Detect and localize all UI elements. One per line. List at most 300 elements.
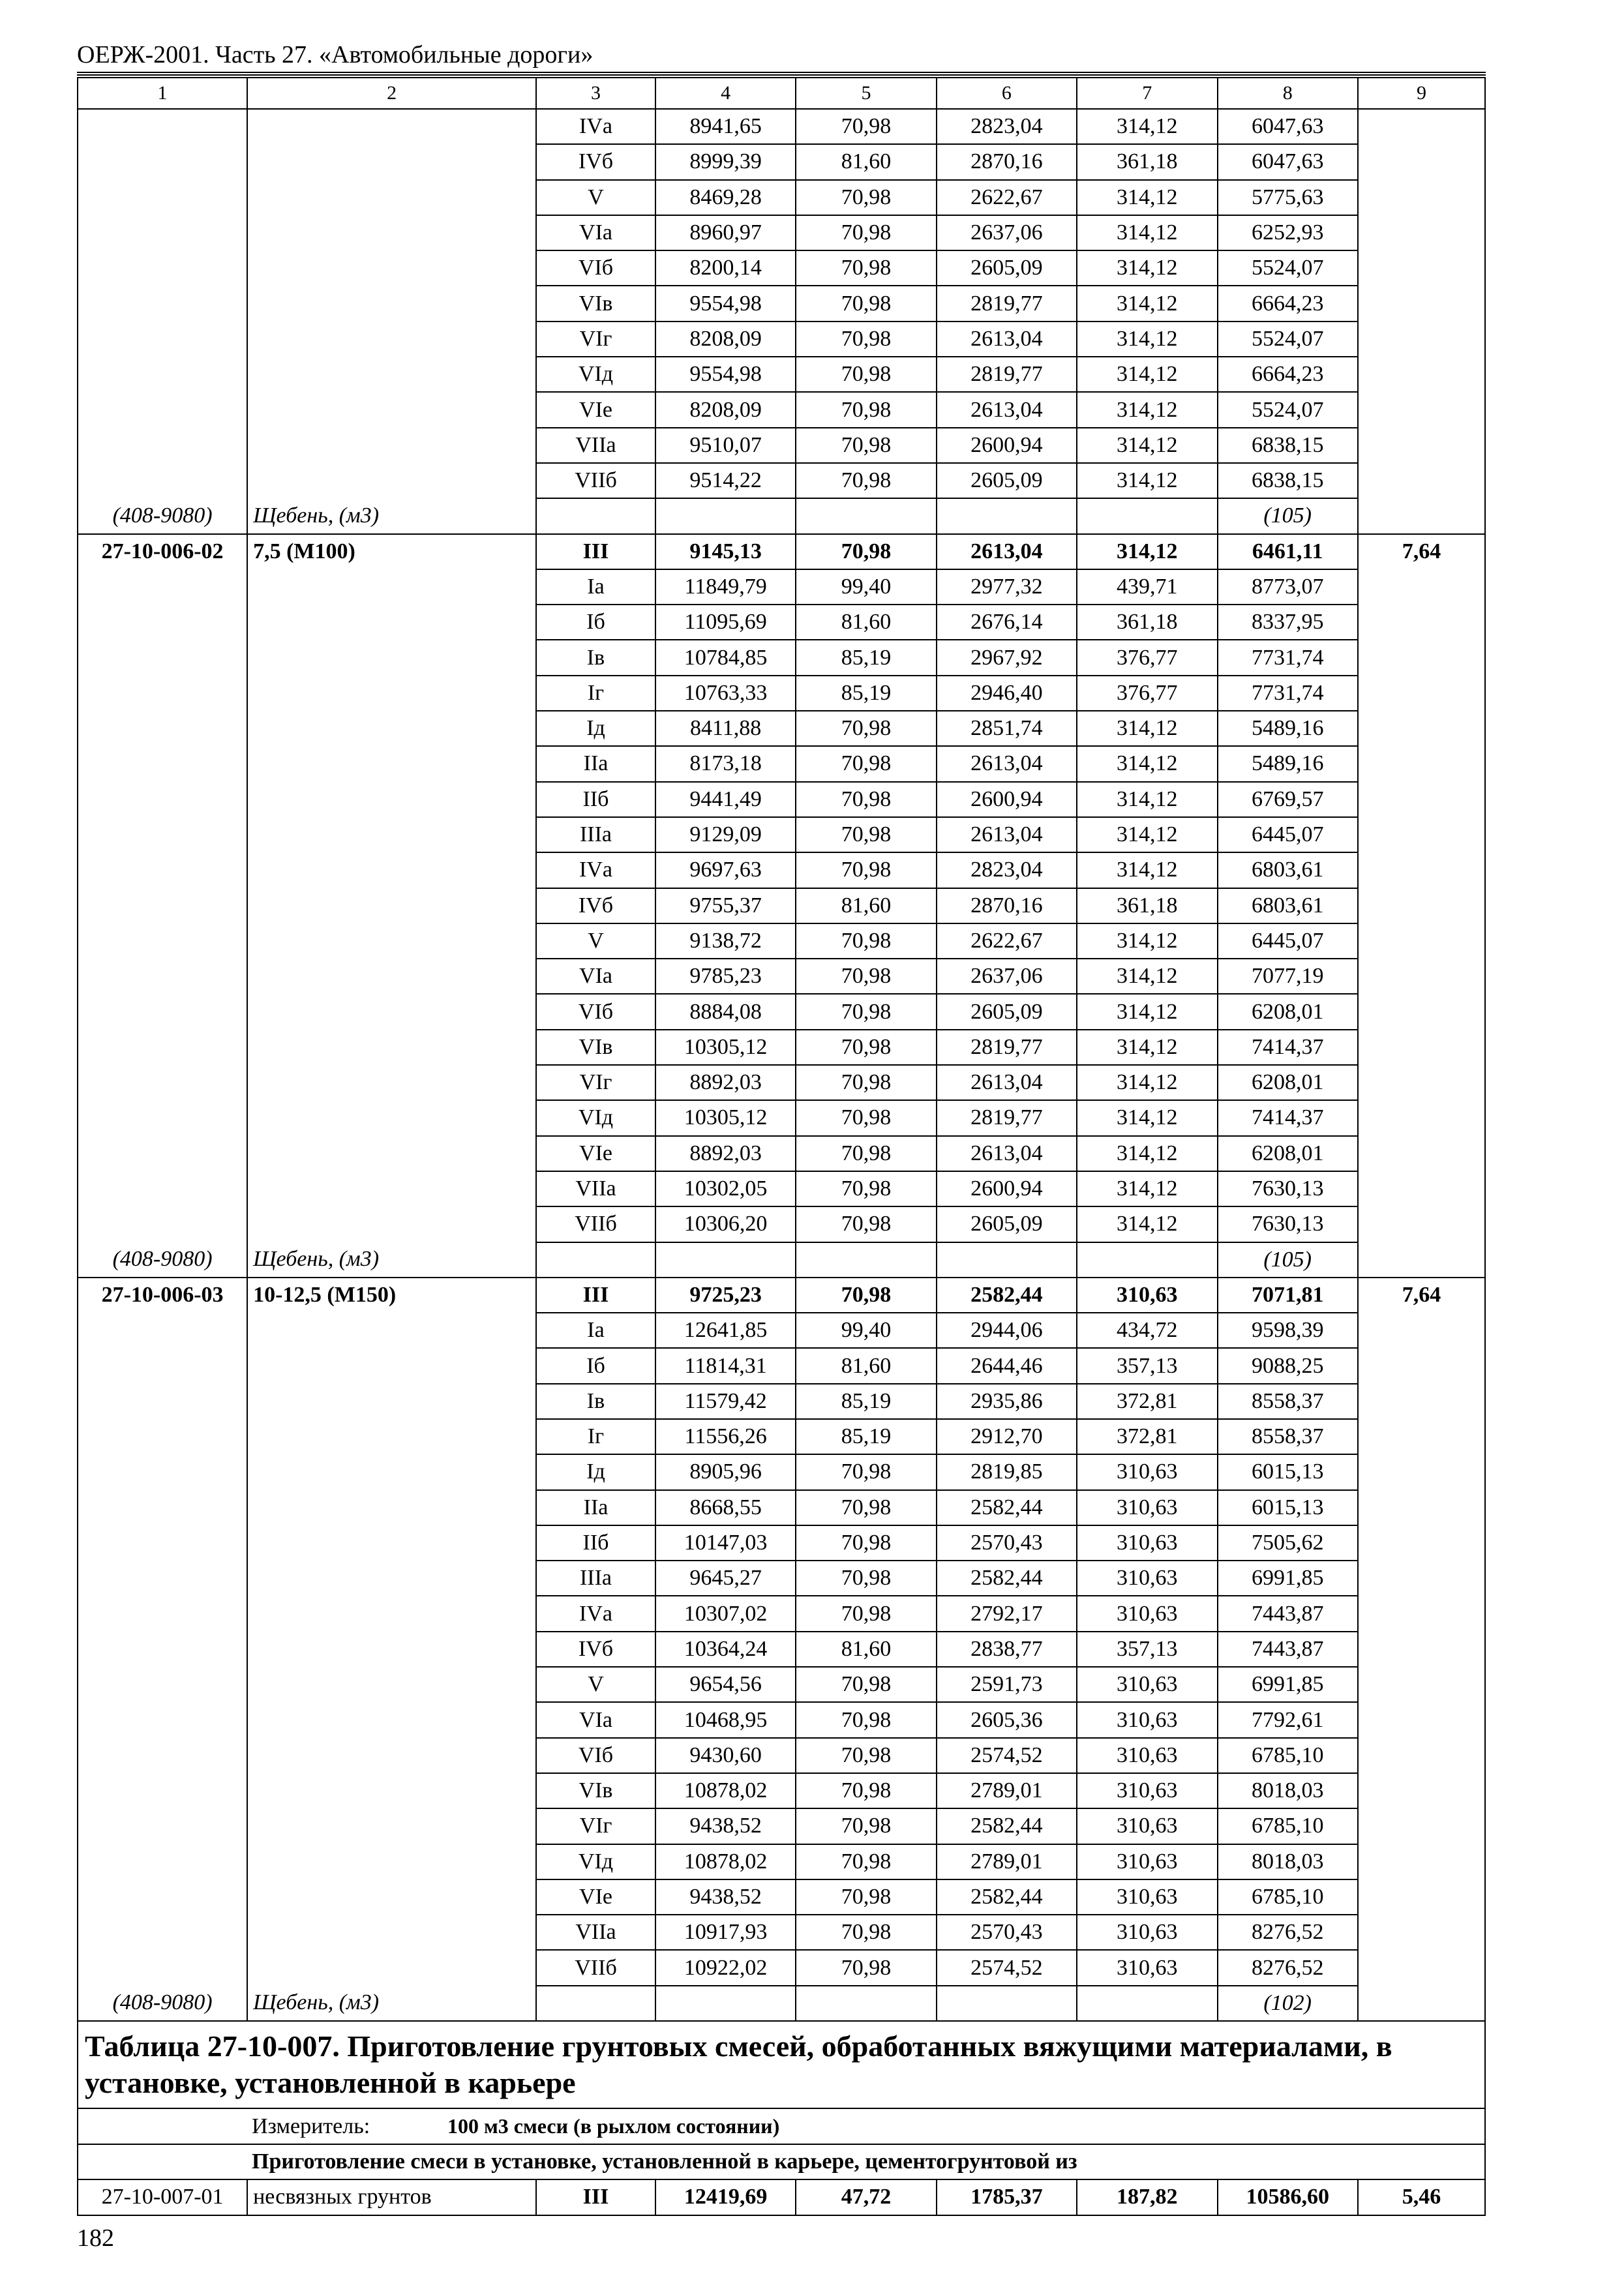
value-cell: 310,63 — [1077, 1278, 1217, 1313]
value-cell: 8668,55 — [655, 1490, 796, 1525]
rate-row — [78, 215, 1485, 250]
zone-cell: VIIб — [536, 1950, 655, 1985]
rate-code-empty — [78, 1596, 247, 1631]
rate-code-empty — [78, 463, 247, 498]
rate-code-empty — [78, 888, 247, 923]
rate-code-empty — [78, 1702, 247, 1737]
coefficient-empty — [1358, 1065, 1485, 1100]
rate-code-empty — [78, 711, 247, 746]
zone-cell: VIе — [536, 1879, 655, 1915]
value-cell: 357,13 — [1077, 1632, 1217, 1667]
coefficient-empty — [1358, 215, 1485, 250]
value-cell: 1785,37 — [937, 2179, 1077, 2215]
zone-cell: VIе — [536, 1136, 655, 1171]
zone-cell: Iг — [536, 676, 655, 711]
rate-row — [78, 1065, 1485, 1100]
value-cell: 70,98 — [796, 1702, 936, 1737]
column-number: 7 — [1077, 78, 1217, 109]
rate-row — [78, 959, 1485, 994]
value-cell: 2637,06 — [937, 215, 1077, 250]
value-cell: 5524,07 — [1218, 322, 1358, 357]
value-cell: 70,98 — [796, 1278, 936, 1313]
coefficient-empty — [1358, 1561, 1485, 1596]
zone-cell: Iд — [536, 711, 655, 746]
value-cell: 310,63 — [1077, 1773, 1217, 1808]
coefficient-empty — [1358, 286, 1485, 321]
rate-name-empty — [247, 746, 536, 781]
zone-cell: Iв — [536, 1384, 655, 1419]
value-cell: 6047,63 — [1218, 144, 1358, 179]
rate-code-empty — [78, 640, 247, 675]
value-cell: 314,12 — [1077, 215, 1217, 250]
rate-code-empty — [78, 1561, 247, 1596]
value-empty — [796, 498, 936, 533]
rate-code: 27-10-006-03 — [78, 1278, 247, 1313]
zone-cell: VIIб — [536, 1206, 655, 1242]
value-cell: 357,13 — [1077, 1348, 1217, 1383]
rate-row — [78, 711, 1485, 746]
value-cell: 10307,02 — [655, 1596, 796, 1631]
value-cell: 10468,95 — [655, 1702, 796, 1737]
value-cell: 8337,95 — [1218, 605, 1358, 640]
value-cell: 8411,88 — [655, 711, 796, 746]
page-header — [77, 38, 1486, 76]
coefficient-empty — [1358, 1206, 1485, 1242]
value-cell: 8469,28 — [655, 180, 796, 215]
value-cell: 2819,77 — [937, 357, 1077, 392]
coefficient-empty — [1358, 746, 1485, 781]
rate-name: несвязных грунтов — [247, 2179, 536, 2215]
resource-qty: (102) — [1218, 1986, 1358, 2021]
value-cell: 8999,39 — [655, 144, 796, 179]
value-cell: 314,12 — [1077, 534, 1217, 569]
zone-cell: VIIа — [536, 1915, 655, 1950]
meter-value: 100 м3 смеси (в рыхлом состоянии) — [447, 2114, 780, 2138]
zone-cell: VIа — [536, 959, 655, 994]
zone-cell: IIб — [536, 1525, 655, 1561]
rate-row — [78, 1206, 1485, 1242]
value-cell: 5489,16 — [1218, 746, 1358, 781]
rate-row — [78, 782, 1485, 817]
rate-name-empty — [247, 1561, 536, 1596]
rate-code-empty — [78, 1136, 247, 1171]
coefficient-empty — [1358, 1950, 1485, 1985]
coefficient-empty — [1358, 1773, 1485, 1808]
value-cell: 2582,44 — [937, 1879, 1077, 1915]
column-number: 4 — [655, 78, 796, 109]
rate-name-empty — [247, 1454, 536, 1489]
rate-name-empty — [247, 1702, 536, 1737]
rate-name-empty — [247, 1773, 536, 1808]
zone-cell: Iб — [536, 605, 655, 640]
value-cell: 439,71 — [1077, 569, 1217, 605]
value-cell: 8276,52 — [1218, 1950, 1358, 1985]
rate-name-empty — [247, 782, 536, 817]
rate-code-empty — [78, 1206, 247, 1242]
value-cell: 10305,12 — [655, 1030, 796, 1065]
value-cell: 314,12 — [1077, 1206, 1217, 1242]
value-cell: 70,98 — [796, 1667, 936, 1702]
value-cell: 70,98 — [796, 463, 936, 498]
rate-code-empty — [78, 1950, 247, 1985]
coefficient-empty — [1358, 1844, 1485, 1879]
rate-code-empty — [78, 1525, 247, 1561]
value-cell: 10586,60 — [1218, 2179, 1358, 2215]
resource-qty: (105) — [1218, 1242, 1358, 1278]
value-empty — [655, 498, 796, 533]
value-cell: 11814,31 — [655, 1348, 796, 1383]
value-cell: 70,98 — [796, 357, 936, 392]
coefficient-empty — [1358, 640, 1485, 675]
rate-row — [78, 109, 1485, 144]
rate-name-empty — [247, 676, 536, 711]
value-cell: 10147,03 — [655, 1525, 796, 1561]
rate-name-empty — [247, 1667, 536, 1702]
meter-cell — [78, 2108, 1485, 2144]
value-cell: 85,19 — [796, 676, 936, 711]
value-cell: 2823,04 — [937, 109, 1077, 144]
rate-code-empty — [78, 817, 247, 852]
rate-row — [78, 286, 1485, 321]
value-cell: 2605,09 — [937, 463, 1077, 498]
value-cell: 2574,52 — [937, 1738, 1077, 1773]
value-cell: 9554,98 — [655, 357, 796, 392]
rate-name-empty — [247, 923, 536, 959]
page-number: 182 — [77, 2224, 114, 2252]
zone-cell: VIб — [536, 994, 655, 1029]
value-cell: 6047,63 — [1218, 109, 1358, 144]
value-cell: 2582,44 — [937, 1561, 1077, 1596]
value-cell: 70,98 — [796, 1561, 936, 1596]
rate-row — [78, 1454, 1485, 1489]
value-cell: 2792,17 — [937, 1596, 1077, 1631]
value-empty — [1077, 1242, 1217, 1278]
rate-row — [78, 888, 1485, 923]
table-title-row — [78, 2021, 1485, 2108]
column-number: 9 — [1358, 78, 1485, 109]
value-empty — [937, 1242, 1077, 1278]
value-cell: 6664,23 — [1218, 286, 1358, 321]
value-cell: 2819,77 — [937, 1030, 1077, 1065]
value-cell: 314,12 — [1077, 180, 1217, 215]
coefficient-empty — [1358, 1030, 1485, 1065]
value-cell: 2613,04 — [937, 817, 1077, 852]
value-cell: 9138,72 — [655, 923, 796, 959]
coefficient-empty — [1358, 1596, 1485, 1631]
value-cell: 10922,02 — [655, 1950, 796, 1985]
value-cell: 2819,77 — [937, 286, 1077, 321]
column-number-row — [78, 78, 1485, 109]
rate-name-empty — [247, 1313, 536, 1348]
zone-cell: VIд — [536, 1844, 655, 1879]
value-cell: 2838,77 — [937, 1632, 1077, 1667]
rate-code-empty — [78, 392, 247, 427]
value-cell: 70,98 — [796, 1773, 936, 1808]
value-cell: 6208,01 — [1218, 1065, 1358, 1100]
value-cell: 70,98 — [796, 746, 936, 781]
coefficient-empty — [1358, 498, 1485, 533]
value-cell: 47,72 — [796, 2179, 936, 2215]
value-cell: 70,98 — [796, 1950, 936, 1985]
rate-code-empty — [78, 746, 247, 781]
rate-row — [78, 569, 1485, 605]
coefficient-empty — [1358, 1348, 1485, 1383]
value-cell: 314,12 — [1077, 782, 1217, 817]
value-cell: 70,98 — [796, 1454, 936, 1489]
value-empty — [536, 1986, 655, 2021]
value-cell: 70,98 — [796, 286, 936, 321]
value-cell: 70,98 — [796, 109, 936, 144]
zone-cell: VIб — [536, 250, 655, 286]
rate-name-empty — [247, 215, 536, 250]
value-cell: 8941,65 — [655, 109, 796, 144]
zone-cell: VIб — [536, 1738, 655, 1773]
value-cell: 6838,15 — [1218, 463, 1358, 498]
value-cell: 9129,09 — [655, 817, 796, 852]
subheading-row — [78, 2144, 1485, 2179]
value-cell: 187,82 — [1077, 2179, 1217, 2215]
value-cell: 9785,23 — [655, 959, 796, 994]
value-cell: 2644,46 — [937, 1348, 1077, 1383]
rate-name-empty — [247, 357, 536, 392]
value-cell: 2605,09 — [937, 994, 1077, 1029]
value-cell: 6015,13 — [1218, 1490, 1358, 1525]
value-cell: 8884,08 — [655, 994, 796, 1029]
rate-row — [78, 1702, 1485, 1737]
value-cell: 310,63 — [1077, 1808, 1217, 1844]
value-cell: 7505,62 — [1218, 1525, 1358, 1561]
value-cell: 2582,44 — [937, 1278, 1077, 1313]
zone-cell: VIа — [536, 1702, 655, 1737]
value-cell: 7630,13 — [1218, 1206, 1358, 1242]
value-cell: 9654,56 — [655, 1667, 796, 1702]
rate-row-main — [78, 2179, 1485, 2215]
value-cell: 314,12 — [1077, 392, 1217, 427]
value-cell: 361,18 — [1077, 144, 1217, 179]
value-empty — [536, 1242, 655, 1278]
value-cell: 70,98 — [796, 1596, 936, 1631]
rate-name-empty — [247, 1171, 536, 1206]
zone-cell: Iб — [536, 1348, 655, 1383]
zone-cell: IVб — [536, 888, 655, 923]
rate-row — [78, 923, 1485, 959]
rate-name-empty — [247, 1808, 536, 1844]
value-cell: 99,40 — [796, 1313, 936, 1348]
rate-code-empty — [78, 1171, 247, 1206]
zone-cell: V — [536, 1667, 655, 1702]
rate-row — [78, 1915, 1485, 1950]
column-number: 8 — [1218, 78, 1358, 109]
value-cell: 10763,33 — [655, 676, 796, 711]
zone-cell: VIIа — [536, 1171, 655, 1206]
coefficient-empty — [1358, 1738, 1485, 1773]
value-cell: 70,98 — [796, 1065, 936, 1100]
value-cell: 2912,70 — [937, 1419, 1077, 1454]
value-cell: 81,60 — [796, 605, 936, 640]
zone-cell: IVб — [536, 144, 655, 179]
rate-code-empty — [78, 923, 247, 959]
coefficient-empty — [1358, 357, 1485, 392]
value-cell: 6838,15 — [1218, 428, 1358, 463]
value-cell: 2851,74 — [937, 711, 1077, 746]
value-cell: 70,98 — [796, 782, 936, 817]
zone-cell: VIв — [536, 1030, 655, 1065]
coefficient-empty — [1358, 1667, 1485, 1702]
zone-cell: Iа — [536, 569, 655, 605]
value-cell: 310,63 — [1077, 1561, 1217, 1596]
value-cell: 8892,03 — [655, 1065, 796, 1100]
rate-name-empty — [247, 640, 536, 675]
value-cell: 7414,37 — [1218, 1100, 1358, 1135]
value-cell: 81,60 — [796, 1632, 936, 1667]
value-empty — [1077, 1986, 1217, 2021]
rate-row — [78, 852, 1485, 888]
rate-row — [78, 322, 1485, 357]
rate-code-empty — [78, 1490, 247, 1525]
value-cell: 7731,74 — [1218, 676, 1358, 711]
rate-row — [78, 1667, 1485, 1702]
value-cell: 310,63 — [1077, 1950, 1217, 1985]
zone-cell: IVа — [536, 852, 655, 888]
value-cell: 70,98 — [796, 711, 936, 746]
rate-row — [78, 1950, 1485, 1985]
coefficient-empty — [1358, 1879, 1485, 1915]
rate-name-empty — [247, 392, 536, 427]
coefficient-cell: 5,46 — [1358, 2179, 1485, 2215]
coefficient-empty — [1358, 1986, 1485, 2021]
resource-name: Щебень, (м3) — [247, 1242, 536, 1278]
rate-name-empty — [247, 1136, 536, 1171]
value-cell: 70,98 — [796, 322, 936, 357]
rate-name-empty — [247, 1100, 536, 1135]
value-cell: 70,98 — [796, 923, 936, 959]
zone-cell: Iг — [536, 1419, 655, 1454]
column-number: 6 — [937, 78, 1077, 109]
value-cell: 10917,93 — [655, 1915, 796, 1950]
value-cell: 9438,52 — [655, 1879, 796, 1915]
value-cell: 310,63 — [1077, 1915, 1217, 1950]
coefficient-empty — [1358, 994, 1485, 1029]
rate-row — [78, 1844, 1485, 1879]
coefficient-empty — [1358, 1384, 1485, 1419]
rate-code-empty — [78, 1384, 247, 1419]
value-cell: 314,12 — [1077, 852, 1217, 888]
value-cell: 2582,44 — [937, 1808, 1077, 1844]
resource-row — [78, 498, 1485, 533]
rate-name-empty — [247, 605, 536, 640]
rate-name-empty — [247, 817, 536, 852]
zone-cell: VIв — [536, 1773, 655, 1808]
value-cell: 10302,05 — [655, 1171, 796, 1206]
value-cell: 8905,96 — [655, 1454, 796, 1489]
rate-code-empty — [78, 250, 247, 286]
rate-code-empty — [78, 1065, 247, 1100]
zone-cell: III — [536, 1278, 655, 1313]
value-cell: 314,12 — [1077, 994, 1217, 1029]
rate-name-empty — [247, 463, 536, 498]
value-cell: 314,12 — [1077, 711, 1217, 746]
value-cell: 6208,01 — [1218, 1136, 1358, 1171]
value-cell: 2613,04 — [937, 392, 1077, 427]
value-cell: 2935,86 — [937, 1384, 1077, 1419]
rate-name-empty — [247, 250, 536, 286]
value-cell: 7414,37 — [1218, 1030, 1358, 1065]
value-cell: 2946,40 — [937, 676, 1077, 711]
value-cell: 70,98 — [796, 1206, 936, 1242]
rate-name-empty — [247, 569, 536, 605]
rate-name-empty — [247, 428, 536, 463]
value-cell: 6769,57 — [1218, 782, 1358, 817]
value-cell: 10364,24 — [655, 1632, 796, 1667]
rate-name-empty — [247, 1065, 536, 1100]
rate-name-empty — [247, 1950, 536, 1985]
rate-row — [78, 1561, 1485, 1596]
rate-row — [78, 1348, 1485, 1383]
rates-table-body — [78, 78, 1485, 2215]
coefficient-empty — [1358, 144, 1485, 179]
value-cell: 7630,13 — [1218, 1171, 1358, 1206]
resource-code: (408-9080) — [78, 498, 247, 533]
rate-code-empty — [78, 1632, 247, 1667]
zone-cell: VIа — [536, 215, 655, 250]
rate-code-empty — [78, 782, 247, 817]
value-cell: 7443,87 — [1218, 1596, 1358, 1631]
value-cell: 314,12 — [1077, 109, 1217, 144]
rate-name-empty — [247, 1490, 536, 1525]
rate-row — [78, 1490, 1485, 1525]
rate-row — [78, 1632, 1485, 1667]
rate-code-empty — [78, 1667, 247, 1702]
rate-name-empty — [247, 994, 536, 1029]
value-empty — [1077, 498, 1217, 533]
value-cell: 70,98 — [796, 1030, 936, 1065]
coefficient-empty — [1358, 676, 1485, 711]
value-cell: 2944,06 — [937, 1313, 1077, 1348]
zone-cell: IIа — [536, 746, 655, 781]
rates-table — [77, 77, 1486, 2216]
rate-row — [78, 144, 1485, 179]
coefficient-empty — [1358, 250, 1485, 286]
value-cell: 9598,39 — [1218, 1313, 1358, 1348]
rate-row-main — [78, 534, 1485, 569]
rate-name-empty — [247, 888, 536, 923]
value-cell: 2613,04 — [937, 746, 1077, 781]
rate-code-empty — [78, 1879, 247, 1915]
value-cell: 5524,07 — [1218, 392, 1358, 427]
rate-code-empty — [78, 286, 247, 321]
rate-row — [78, 180, 1485, 215]
value-cell: 361,18 — [1077, 888, 1217, 923]
zone-cell: V — [536, 923, 655, 959]
zone-cell: IIIа — [536, 817, 655, 852]
value-cell: 70,98 — [796, 1915, 936, 1950]
rate-name-empty — [247, 109, 536, 144]
value-cell: 81,60 — [796, 1348, 936, 1383]
coefficient-empty — [1358, 711, 1485, 746]
value-cell: 11095,69 — [655, 605, 796, 640]
value-cell: 2574,52 — [937, 1950, 1077, 1985]
coefficient-empty — [1358, 1136, 1485, 1171]
value-cell: 9554,98 — [655, 286, 796, 321]
rate-name-empty — [247, 1384, 536, 1419]
rate-row — [78, 1419, 1485, 1454]
zone-cell: VIг — [536, 322, 655, 357]
value-cell: 70,98 — [796, 1171, 936, 1206]
rate-row — [78, 746, 1485, 781]
value-cell: 6803,61 — [1218, 888, 1358, 923]
value-cell: 11556,26 — [655, 1419, 796, 1454]
column-number: 5 — [796, 78, 936, 109]
